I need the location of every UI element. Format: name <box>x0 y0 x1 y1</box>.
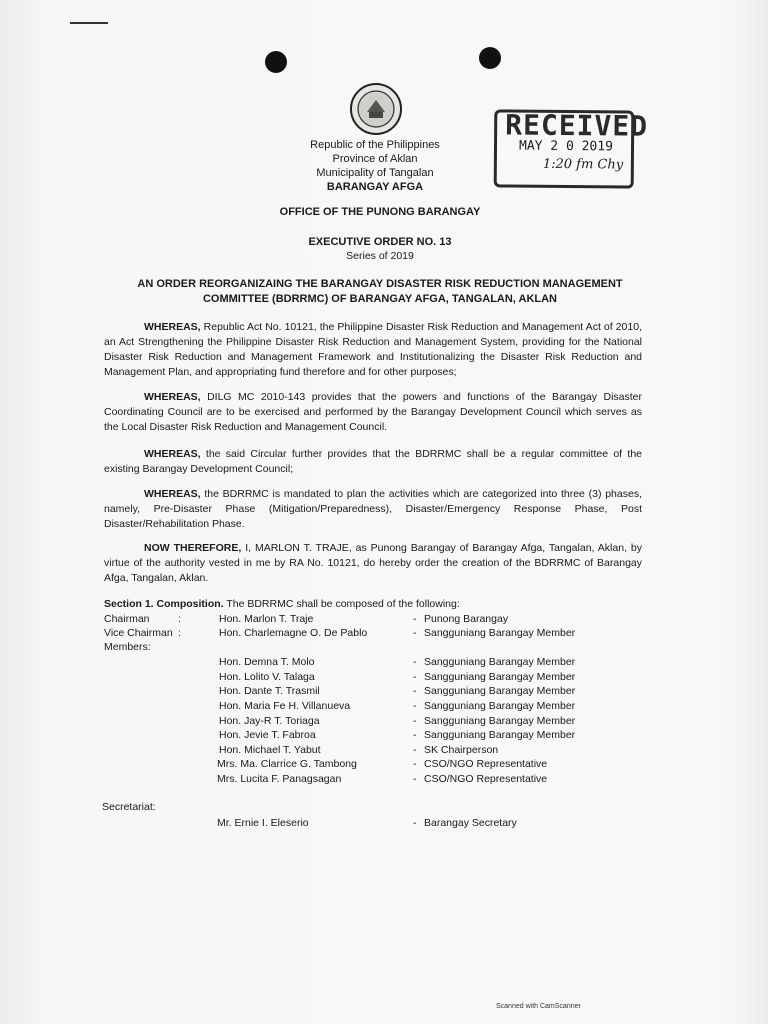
order-title-line1: AN ORDER REORGANIZAING THE BARANGAY DISASTER RISK REDUCTION MANAGEMENT <box>137 278 623 290</box>
member-name: Hon. Jay-R T. Toriaga <box>219 715 320 727</box>
members-label: Members: <box>104 641 151 653</box>
whereas-paragraph-1 <box>104 320 642 380</box>
now-therefore-paragraph <box>104 541 642 586</box>
dash: - <box>413 817 417 829</box>
secretary-name: Mr. Ernie I. Eleserio <box>217 817 309 829</box>
paragraph-text: the BDRRMC is mandated to plan the activities which are categorized into three (3) phases, namely, Pre-Disaster Phase (Mitigation/Preparedness), Disaster/Emergency Response Phase, Post Disaster/Rehabilitation Phase. <box>104 488 642 530</box>
member-role: Sangguniang Barangay Member <box>424 627 576 639</box>
member-role: CSO/NGO Representative <box>424 773 548 785</box>
member-name: Hon. Charlemagne O. De Pablo <box>219 627 368 639</box>
stamp-handwritten-note: 1:20 fm Chy <box>542 156 624 173</box>
member-role: Sangguniang Barangay Member <box>424 671 576 683</box>
letterhead-barangay: BARANGAY AFGA <box>326 181 424 193</box>
vice-chairman-label: Vice Chairman <box>104 627 173 639</box>
member-role: Sangguniang Barangay Member <box>424 700 576 712</box>
dash: - <box>413 758 417 770</box>
member-role: Sangguniang Barangay Member <box>424 729 576 741</box>
member-name: Hon. Marlon T. Traje <box>219 613 314 625</box>
whereas-paragraph-2 <box>104 390 642 435</box>
chairman-label: Chairman <box>104 613 150 625</box>
stamp-date: MAY 2 0 2019 <box>518 138 614 155</box>
dash: - <box>413 627 417 639</box>
dash: - <box>413 656 417 668</box>
barangay-seal-icon <box>349 82 403 136</box>
scanner-watermark: Scanned with CamScanner <box>496 1003 581 1010</box>
paragraph-text: I, MARLON T. TRAJE, as Punong Barangay of Barangay Afga, Tangalan, Aklan, by virtue of the authority vested in me by RA No. 10121, do hereby order the creation of the BDRRMC of Barangay Afga, Tangalan, Aklan. <box>104 542 643 584</box>
member-role: SK Chairperson <box>424 744 499 756</box>
member-role: Punong Barangay <box>424 613 509 625</box>
member-role: Sangguniang Barangay Member <box>424 656 576 668</box>
order-number: EXECUTIVE ORDER NO. 13 <box>308 236 452 248</box>
member-name: Mrs. Ma. Clarrice G. Tambong <box>217 758 357 770</box>
paragraph-lead: NOW THEREFORE, <box>144 542 242 554</box>
section1-heading <box>104 598 460 610</box>
whereas-paragraph-4 <box>104 487 642 532</box>
letterhead-province: Province of Aklan <box>332 153 418 165</box>
dash: - <box>413 729 417 741</box>
secretariat-label: Secretariat: <box>102 801 156 813</box>
member-name: Hon. Dante T. Trasmil <box>219 685 320 697</box>
letterhead-municipality: Municipality of Tangalan <box>316 167 434 179</box>
dash: - <box>413 700 417 712</box>
order-series: Series of 2019 <box>346 250 414 262</box>
order-title-line2: COMMITTEE (BDRRMC) OF BARANGAY AFGA, TANGALAN, AKLAN <box>202 293 557 305</box>
pen-mark <box>70 22 108 24</box>
member-role: Sangguniang Barangay Member <box>424 685 576 697</box>
member-name: Hon. Michael T. Yabut <box>219 744 321 756</box>
letterhead-republic: Republic of the Philippines <box>310 139 440 151</box>
member-role: CSO/NGO Representative <box>424 758 548 770</box>
dash: - <box>413 613 417 625</box>
member-name: Hon. Jevie T. Fabroa <box>219 729 316 741</box>
dash: - <box>413 773 417 785</box>
vice-chairman-colon: : <box>178 627 181 639</box>
paragraph-text: the said Circular further provides that the BDRRMC shall be a regular committee of the existing Barangay Development Council; <box>104 448 642 475</box>
dash: - <box>413 685 417 697</box>
paragraph-lead: WHEREAS, <box>144 391 201 403</box>
member-name: Hon. Maria Fe H. Villanueva <box>219 700 351 712</box>
section-text: The BDRRMC shall be composed of the following: <box>223 598 460 610</box>
whereas-paragraph-3 <box>104 447 642 477</box>
chairman-colon: : <box>178 613 181 625</box>
member-name: Mrs. Lucita F. Panagsagan <box>217 773 342 785</box>
punch-hole-left <box>265 51 287 73</box>
paragraph-lead: WHEREAS, <box>144 488 201 500</box>
member-name: Hon. Demna T. Molo <box>219 656 315 668</box>
paragraph-text: Republic Act No. 10121, the Philippine Disaster Risk Reduction and Management Act of 2010, an Act Strengthening the Philippine Disaster Risk Reduction and Management System, providing for the National Disaster Risk Reduction and Management Framework and Institutionalizing the Disaster Risk Reduction and Management Plan, and appropriating fund therefore and for other purposes; <box>104 321 642 378</box>
stamp-word: RECEIVED <box>505 108 649 143</box>
paragraph-lead: WHEREAS, <box>144 448 201 460</box>
paragraph-lead: WHEREAS, <box>144 321 201 333</box>
member-role: Sangguniang Barangay Member <box>424 715 576 727</box>
office-title: OFFICE OF THE PUNONG BARANGAY <box>279 206 481 218</box>
dash: - <box>413 715 417 727</box>
section-title: Section 1. Composition. <box>104 598 224 610</box>
member-name: Hon. Lolito V. Talaga <box>219 671 315 683</box>
punch-hole-right <box>479 47 501 69</box>
dash: - <box>413 671 417 683</box>
dash: - <box>413 744 417 756</box>
paragraph-text: DILG MC 2010-143 provides that the powers and functions of the Barangay Disaster Coordinating Council are to be exercised and performed by the Barangay Development Council which serves as the Local Disaster Risk Reduction and Management Council. <box>104 391 642 433</box>
received-stamp <box>494 108 649 188</box>
secretary-role: Barangay Secretary <box>424 817 517 829</box>
